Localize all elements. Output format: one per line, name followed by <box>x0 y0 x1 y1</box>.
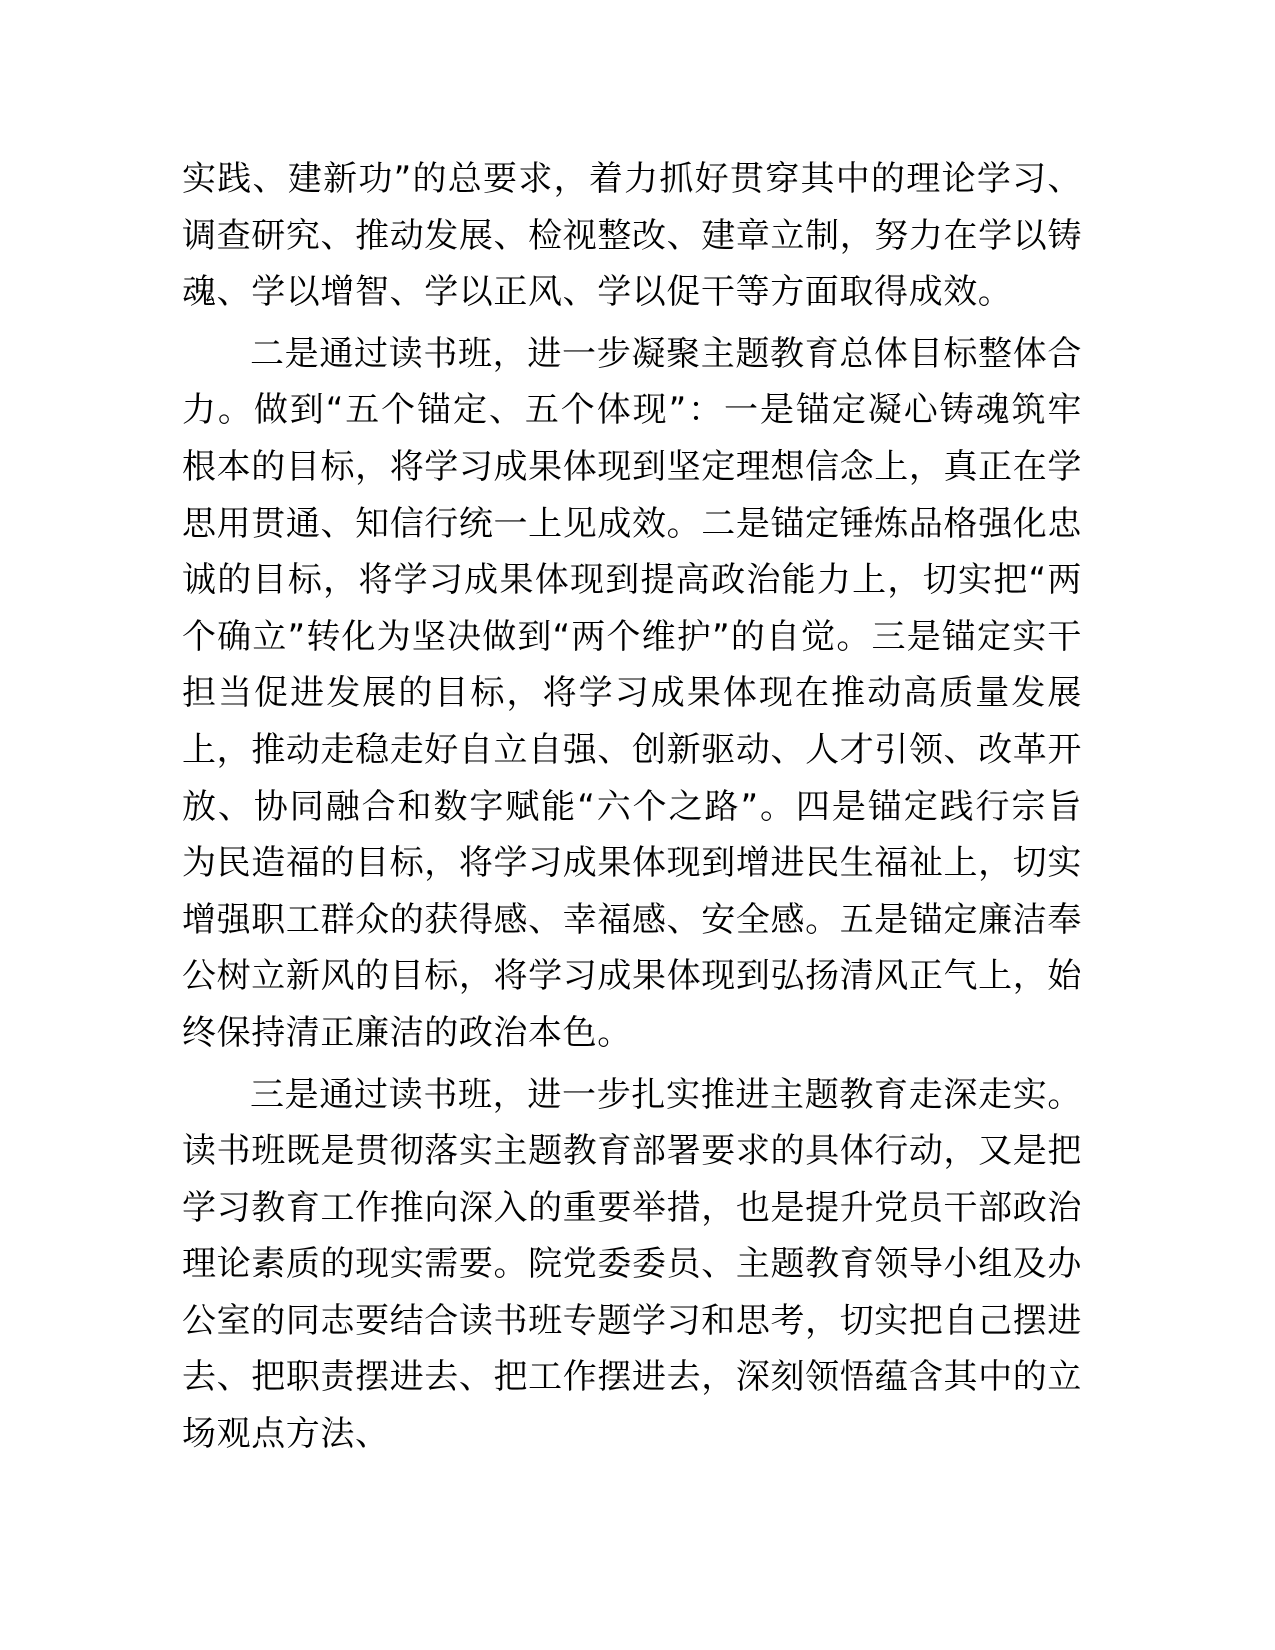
paragraph-point-three: 三是通过读书班，进一步扎实推进主题教育走深走实。读书班既是贯彻落实主题教育部署要求的具体行动，又是把学习教育工作推向深入的重要举措，也是提升党员干部政治理论素质的现实需要。院党委委员、主题教育领导小组及办公室的同志要结合读书班专题学习和思考，切实把自己摆进去、把职责摆进去、把工作摆进去，深刻领悟蕴含其中的立场观点方法、 <box>182 1074 1082 1455</box>
paragraph-point-two: 二是通过读书班，进一步凝聚主题教育总体目标整体合力。做到“五个锚定、五个体现”：一是锚定凝心铸魂筑牢根本的目标，将学习成果体现到坚定理想信念上，真正在学思用贯通、知信行统一上见成效。二是锚定锤炼品格强化忠诚的目标，将学习成果体现到提高政治能力上，切实把“两个确立”转化为坚决做到“两个维护”的自觉。三是锚定实干担当促进发展的目标，将学习成果体现在推动高质量发展上，推动走稳走好自立自强、创新驱动、人才引领、改革开放、协同融合和数字赋能“六个之路”。四是锚定践行宗旨为民造福的目标，将学习成果体现到增进民生福祉上，切实增强职工群众的获得感、幸福感、安全感。五是锚定廉洁奉公树立新风的目标，将学习成果体现到弘扬清风正气上，始终保持清正廉洁的政治本色。 <box>182 333 1082 1053</box>
paragraph-continued: 实践、建新功”的总要求，着力抓好贯穿其中的理论学习、调查研究、推动发展、检视整改、建章立制，努力在学以铸魂、学以增智、学以正风、学以促干等方面取得成效。 <box>182 159 1082 313</box>
document-body <box>182 151 1082 1463</box>
